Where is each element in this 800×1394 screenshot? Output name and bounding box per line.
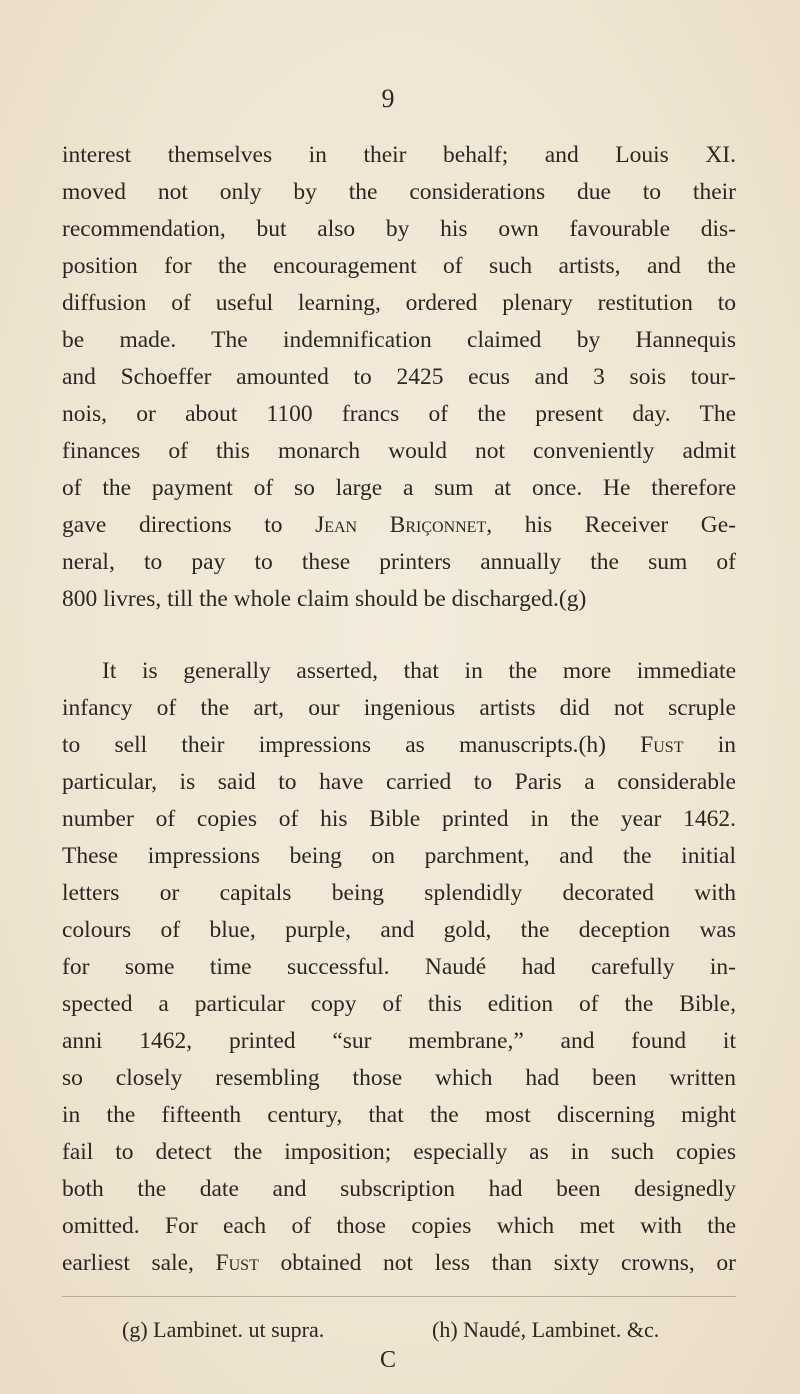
person-name: Fust xyxy=(640,732,684,758)
line-text: earliest sale, xyxy=(62,1250,216,1276)
text-line: of the payment of so large a sum at once. He therefore xyxy=(62,475,736,501)
footnote-divider xyxy=(62,1296,736,1297)
text-line: be made. The indemnification claimed by Hannequis xyxy=(62,327,736,353)
text-line: for some time successful. Naudé had carefully in- xyxy=(62,954,736,980)
line-text: obtained not less than sixty crowns, or xyxy=(258,1250,736,1276)
text-line: fail to detect the imposition; especially as in such copies xyxy=(62,1139,736,1165)
text-line: and Schoeffer amounted to 2425 ecus and 3 sois tour- xyxy=(62,364,736,390)
text-line xyxy=(62,1248,736,1278)
text-line xyxy=(62,510,736,540)
text-line: in the fifteenth century, that the most discerning might xyxy=(62,1102,736,1128)
footnote-h: (h) Naudé, Lambinet. &c. xyxy=(432,1317,660,1342)
text-line: infancy of the art, our ingenious artists did not scruple xyxy=(62,695,736,721)
text-line: particular, is said to have carried to Paris a considerable xyxy=(62,769,736,795)
text-line: spected a particular copy of this edition of the Bible, xyxy=(62,991,736,1017)
text-line: so closely resembling those which had been written xyxy=(62,1065,736,1091)
line-text: in xyxy=(683,732,736,758)
text-line: anni 1462, printed “sur membrane,” and found it xyxy=(62,1028,736,1054)
text-line: both the date and subscription had been designedly xyxy=(62,1176,736,1202)
text-line: letters or capitals being splendidly decorated with xyxy=(62,880,736,906)
text-line: diffusion of useful learning, ordered plenary restitution to xyxy=(62,290,736,316)
text-line: These impressions being on parchment, and the initial xyxy=(62,843,736,869)
text-line xyxy=(62,730,736,760)
line-text: gave directions to xyxy=(62,512,316,538)
line-text: , his Receiver Ge- xyxy=(486,512,737,538)
text-line: moved not only by the considerations due to their xyxy=(62,179,736,205)
text-line: number of copies of his Bible printed in the year 1462. xyxy=(62,806,736,832)
text-line: colours of blue, purple, and gold, the deception was xyxy=(62,917,736,943)
text-line: neral, to pay to these printers annually the sum of xyxy=(62,549,736,575)
line-text: to sell their impressions as manuscripts.(h) xyxy=(62,732,641,758)
text-line: position for the encouragement of such artists, and the xyxy=(62,253,736,279)
text-line: 800 livres, till the whole claim should be discharged.(g) xyxy=(62,586,587,612)
text-line: recommendation, but also by his own favourable dis- xyxy=(62,216,736,242)
signature-mark: C xyxy=(380,1347,397,1373)
person-name: Jean Briçonnet xyxy=(315,512,487,538)
person-name: Fust xyxy=(215,1250,259,1276)
footnote-g: (g) Lambinet. ut supra. xyxy=(122,1317,325,1342)
text-line: nois, or about 1100 francs of the present day. The xyxy=(62,401,736,427)
text-line: It is generally asserted, that in the more immediate xyxy=(102,658,736,684)
text-line: finances of this monarch would not conveniently admit xyxy=(62,438,736,464)
page-number: 9 xyxy=(381,84,395,113)
text-line: interest themselves in their behalf; and Louis XI. xyxy=(62,142,736,168)
text-line: omitted. For each of those copies which met with the xyxy=(62,1213,736,1239)
